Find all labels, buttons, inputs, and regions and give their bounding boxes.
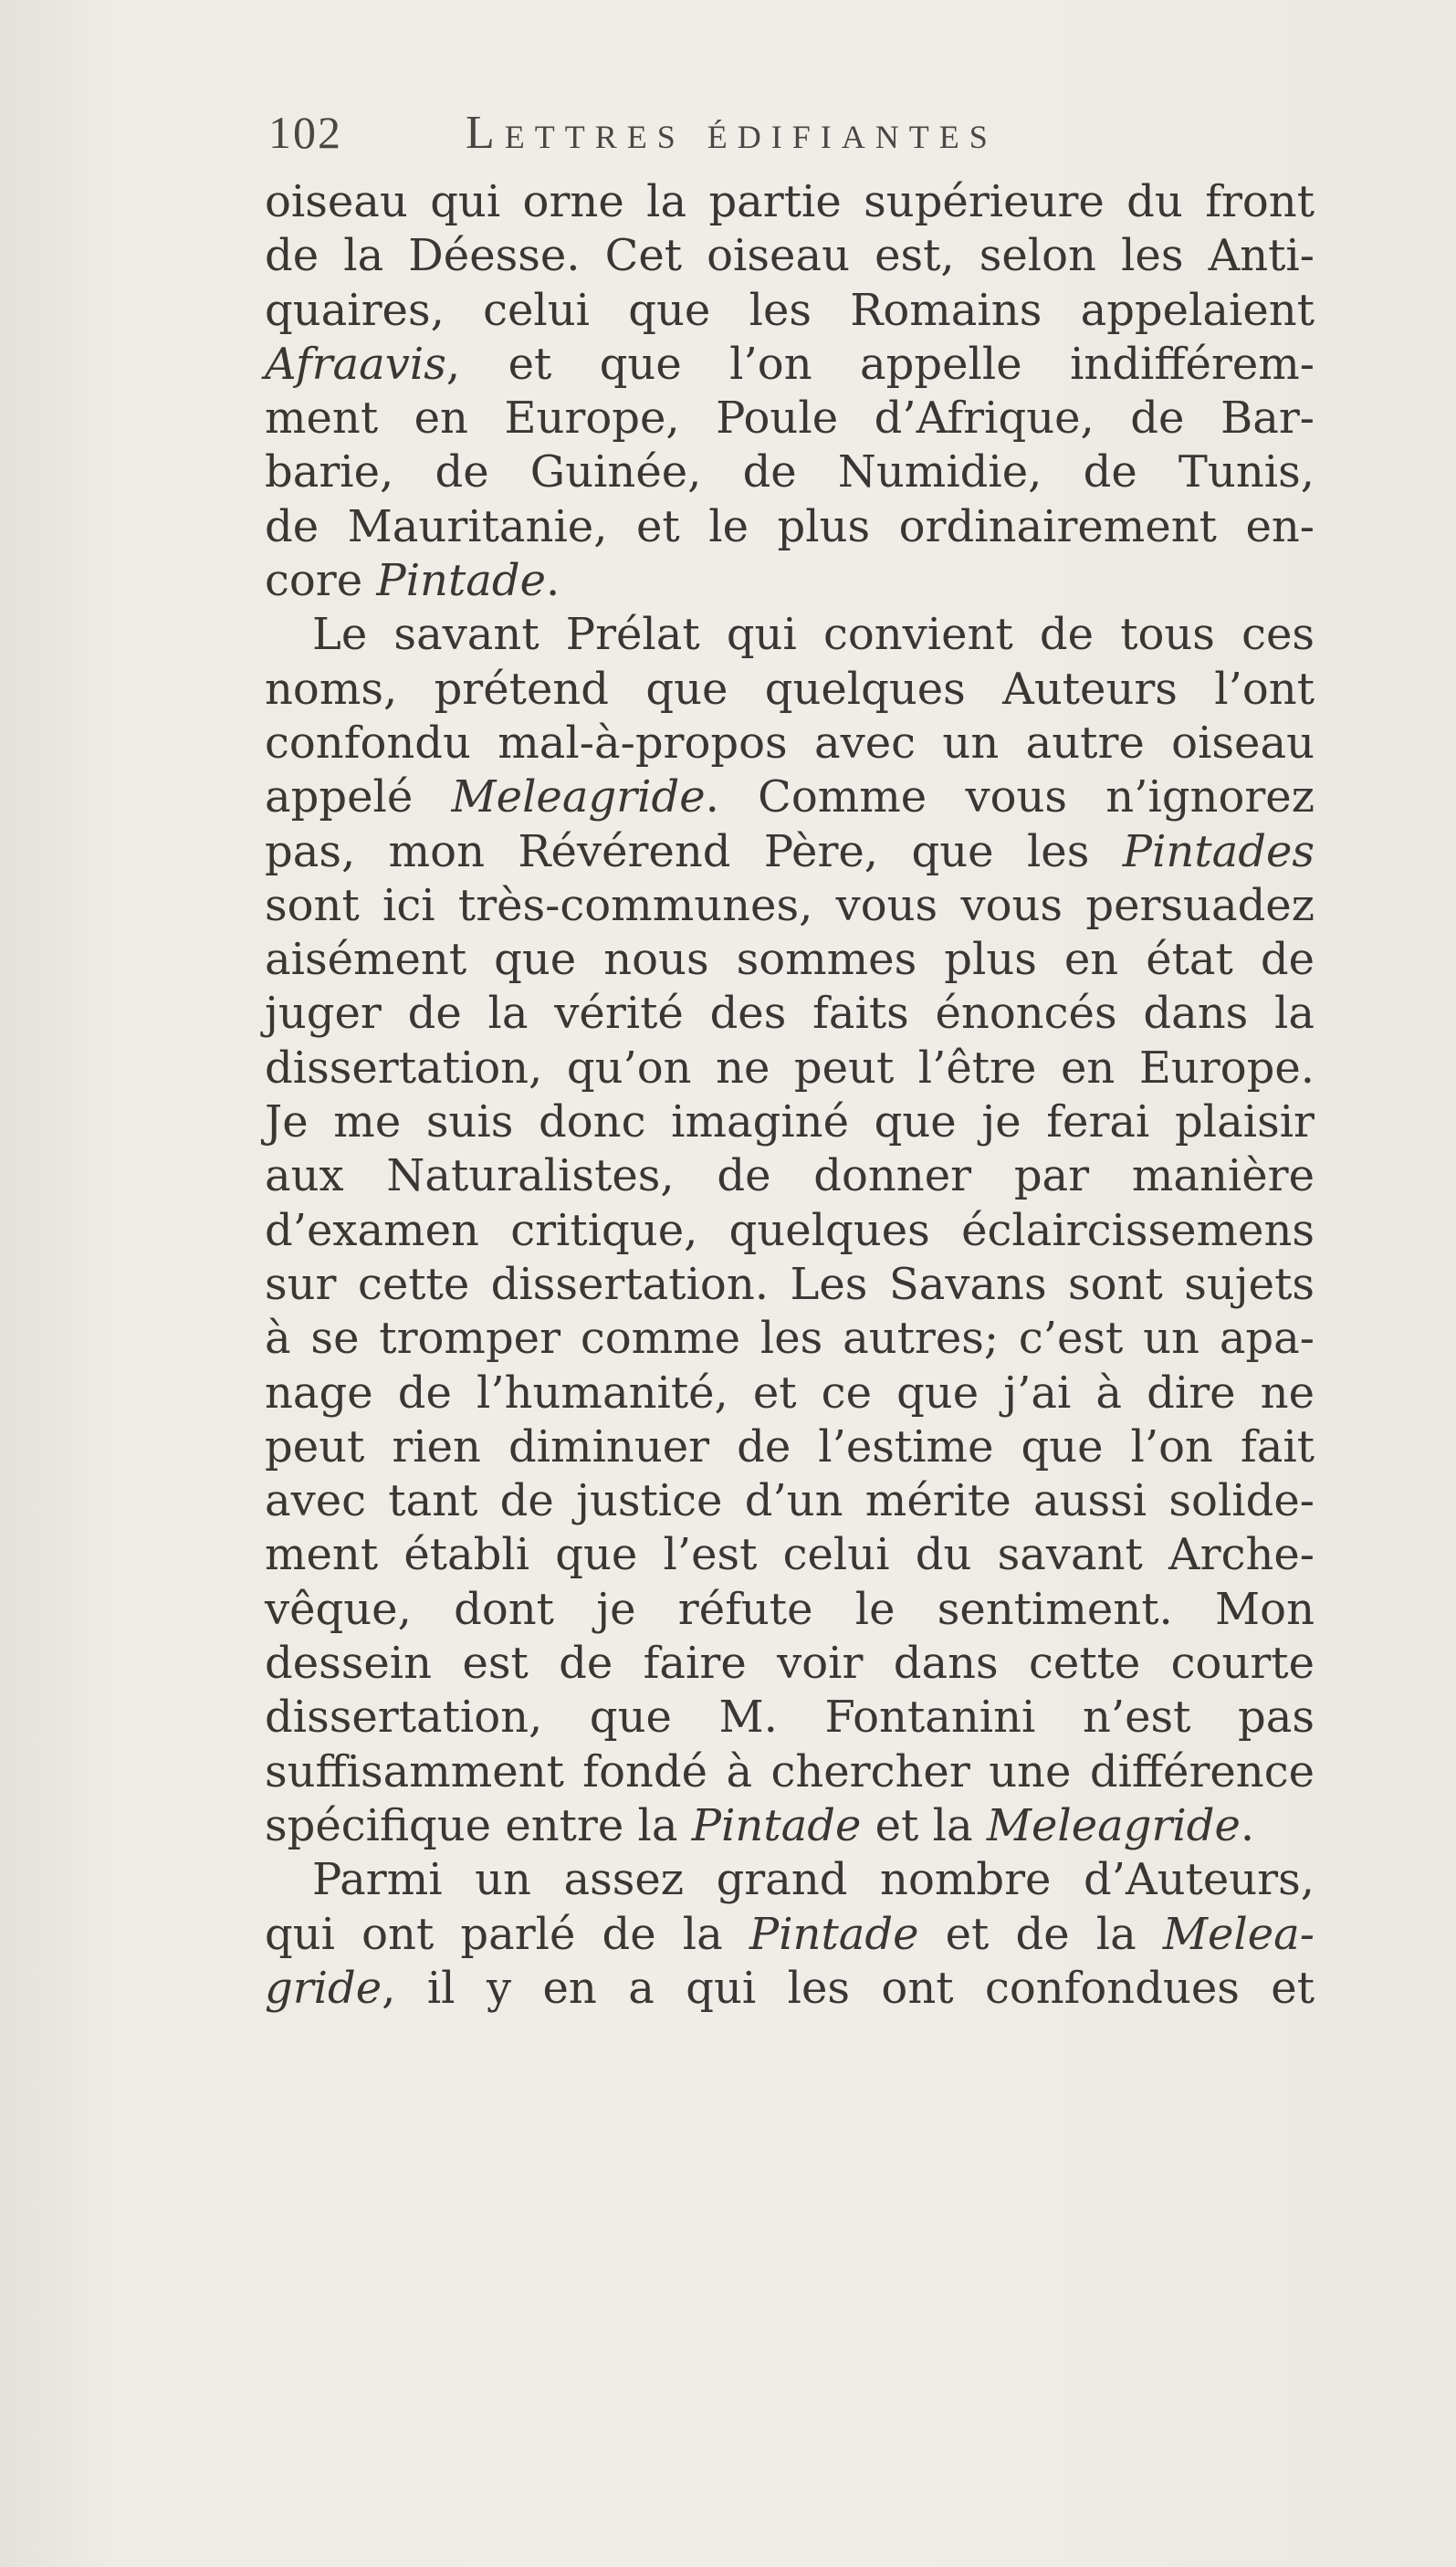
text-line: aux Naturalistes, de donner par manière	[265, 1150, 1315, 1202]
text-line: nage de l’humanité, et ce que j’ai à dire ne	[265, 1367, 1315, 1419]
text-line: Parmi un assez grand nombre d’Auteurs,	[312, 1854, 1315, 1906]
text-line: qui ont parlé de la Pintade et de la Melea-	[265, 1908, 1315, 1960]
text-line: barie, de Guinée, de Numidie, de Tunis,	[265, 446, 1315, 498]
text-line: oiseau qui orne la partie supérieure du front	[265, 176, 1315, 227]
text-line: dessein est de faire voir dans cette courte	[265, 1638, 1315, 1690]
text-line: noms, prétend que quelques Auteurs l’ont	[265, 663, 1315, 715]
text-line: avec tant de justice d’un mérite aussi solide-	[265, 1475, 1315, 1527]
page-number: 102	[268, 107, 342, 158]
text-line: vêque, dont je réfute le sentiment. Mon	[265, 1583, 1315, 1635]
text-line: core Pintade.	[265, 555, 560, 607]
text-line: ment en Europe, Poule d’Afrique, de Bar-	[265, 393, 1315, 445]
text-line: d’examen critique, quelques éclaircissemens	[265, 1204, 1315, 1256]
text-line: Je me suis donc imaginé que je ferai plaisir	[265, 1096, 1315, 1148]
running-title: Lettres édifiantes	[466, 107, 998, 159]
text-line: dissertation, qu’on ne peut l’être en Europe.	[265, 1042, 1315, 1094]
text-line: dissertation, que M. Fontanini n’est pas	[265, 1692, 1315, 1744]
text-line: suffisamment fondé à chercher une différence	[265, 1745, 1315, 1797]
text-line: juger de la vérité des faits énoncés dans la	[265, 988, 1315, 1040]
text-line: aisément que nous sommes plus en état de	[265, 934, 1315, 986]
text-line: à se tromper comme les autres; c’est un apa-	[265, 1313, 1315, 1365]
page-header	[268, 106, 1318, 170]
text-line: de la Déesse. Cet oiseau est, selon les Anti-	[265, 230, 1315, 282]
text-line: spécifique entre la Pintade et la Meleagride.	[265, 1799, 1255, 1851]
text-line: sur cette dissertation. Les Savans sont sujets	[265, 1258, 1315, 1310]
text-line: peut rien diminuer de l’estime que l’on fait	[265, 1420, 1315, 1472]
body-text	[265, 175, 1315, 2016]
text-line: de Mauritanie, et le plus ordinairement en-	[265, 500, 1315, 552]
text-line: ment établi que l’est celui du savant Arche-	[265, 1529, 1315, 1581]
text-line: sont ici très-communes, vous vous persuadez	[265, 879, 1315, 931]
text-line: appelé Meleagride. Comme vous n’ignorez	[265, 771, 1315, 823]
text-line: Afraavis, et que l’on appelle indifférem-	[265, 338, 1315, 390]
text-line: Le savant Prélat qui convient de tous ces	[312, 609, 1315, 661]
text-line: quaires, celui que les Romains appelaient	[265, 284, 1315, 336]
text-line: gride, il y en a qui les ont confondues et	[265, 1962, 1315, 2014]
text-line: pas, mon Révérend Père, que les Pintades	[265, 825, 1315, 877]
text-line: confondu mal-à-propos avec un autre oiseau	[265, 717, 1315, 769]
